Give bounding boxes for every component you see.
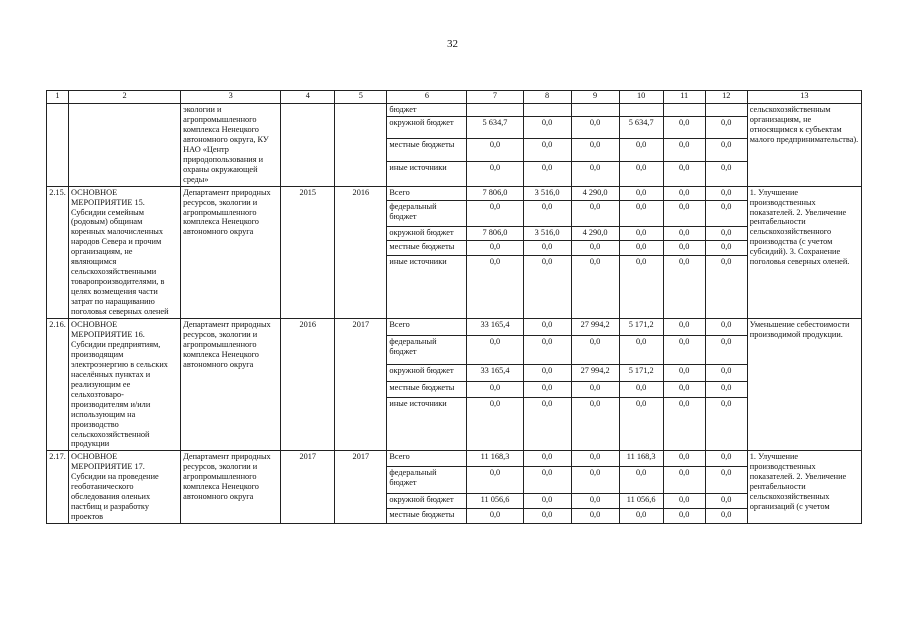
value-cell: 0,0 — [705, 365, 747, 382]
value-cell: 4 290,0 — [571, 226, 619, 241]
value-cell: 0,0 — [523, 493, 571, 508]
column-header: 6 — [387, 91, 467, 104]
value-cell: 0,0 — [663, 493, 705, 508]
value-cell: 0,0 — [523, 466, 571, 493]
value-cell — [571, 104, 619, 117]
value-cell: 0,0 — [571, 508, 619, 523]
value-cell: 0,0 — [663, 451, 705, 466]
value-cell: 0,0 — [619, 226, 663, 241]
value-cell: 0,0 — [523, 398, 571, 451]
value-cell: 0,0 — [467, 466, 523, 493]
value-cell: 0,0 — [619, 381, 663, 398]
value-cell: 0,0 — [523, 508, 571, 523]
value-cell: 27 994,2 — [571, 319, 619, 336]
value-cell: 0,0 — [705, 466, 747, 493]
value-cell: 0,0 — [705, 335, 747, 364]
funding-source: федеральный бюджет — [387, 466, 467, 493]
value-cell: 0,0 — [571, 161, 619, 186]
value-cell: 0,0 — [523, 256, 571, 319]
funding-source: иные источники — [387, 398, 467, 451]
item-result: 1. Улучшение производственных показателей. 2. Увеличение рентабельности сельскохозяйственного производства (с учетом субсидий). 3. Сохранение поголовья северных оленей. — [747, 186, 861, 318]
value-cell: 0,0 — [467, 256, 523, 319]
value-cell: 3 516,0 — [523, 226, 571, 241]
value-cell: 0,0 — [663, 226, 705, 241]
value-cell: 0,0 — [467, 201, 523, 227]
column-header: 9 — [571, 91, 619, 104]
value-cell: 0,0 — [523, 201, 571, 227]
value-cell: 0,0 — [467, 508, 523, 523]
value-cell: 0,0 — [523, 381, 571, 398]
item-number: 2.15. — [47, 186, 69, 318]
value-cell: 0,0 — [523, 241, 571, 256]
funding-source: местные бюджеты — [387, 241, 467, 256]
column-header: 11 — [663, 91, 705, 104]
value-cell: 0,0 — [663, 319, 705, 336]
table-row — [47, 319, 862, 336]
value-cell: 0,0 — [663, 241, 705, 256]
value-cell: 0,0 — [571, 256, 619, 319]
funding-source: местные бюджеты — [387, 381, 467, 398]
value-cell: 0,0 — [619, 398, 663, 451]
column-header: 5 — [335, 91, 387, 104]
value-cell: 0,0 — [663, 117, 705, 139]
item-end-year: 2017 — [335, 319, 387, 451]
value-cell: 11 168,3 — [467, 451, 523, 466]
table-row — [47, 186, 862, 201]
item-number: 2.17. — [47, 451, 69, 524]
value-cell: 5 171,2 — [619, 365, 663, 382]
item-end-year: 2016 — [335, 186, 387, 318]
value-cell: 0,0 — [571, 466, 619, 493]
value-cell: 5 634,7 — [467, 117, 523, 139]
value-cell: 0,0 — [467, 241, 523, 256]
value-cell: 0,0 — [571, 335, 619, 364]
value-cell: 0,0 — [705, 493, 747, 508]
header-row — [47, 91, 862, 104]
value-cell: 0,0 — [663, 466, 705, 493]
value-cell — [619, 104, 663, 117]
funding-source: федеральный бюджет — [387, 201, 467, 227]
value-cell: 3 516,0 — [523, 186, 571, 201]
item-name — [69, 104, 181, 187]
funding-source: окружной бюджет — [387, 365, 467, 382]
value-cell: 0,0 — [619, 466, 663, 493]
value-cell: 0,0 — [571, 139, 619, 161]
value-cell: 0,0 — [705, 186, 747, 201]
value-cell: 0,0 — [705, 226, 747, 241]
item-number — [47, 104, 69, 187]
value-cell: 0,0 — [467, 398, 523, 451]
value-cell: 0,0 — [523, 335, 571, 364]
value-cell: 0,0 — [619, 241, 663, 256]
value-cell: 4 290,0 — [571, 186, 619, 201]
program-table — [46, 90, 862, 524]
value-cell: 0,0 — [619, 161, 663, 186]
value-cell: 0,0 — [619, 139, 663, 161]
item-executor: Департамент природных ресурсов, экологии и агропромышленного комплекса Ненецкого автономного округа — [181, 319, 281, 451]
funding-source: Всего — [387, 186, 467, 201]
funding-source: федеральный бюджет — [387, 335, 467, 364]
value-cell: 0,0 — [705, 139, 747, 161]
column-header: 13 — [747, 91, 861, 104]
item-result: Уменьшение себестоимости производимой продукции. — [747, 319, 861, 451]
funding-source: бюджет — [387, 104, 467, 117]
value-cell: 0,0 — [663, 365, 705, 382]
value-cell: 0,0 — [705, 398, 747, 451]
table-row — [47, 451, 862, 466]
value-cell: 0,0 — [705, 117, 747, 139]
value-cell: 0,0 — [663, 161, 705, 186]
value-cell: 0,0 — [619, 186, 663, 201]
column-header: 12 — [705, 91, 747, 104]
value-cell: 0,0 — [705, 201, 747, 227]
value-cell: 0,0 — [571, 451, 619, 466]
value-cell: 0,0 — [571, 381, 619, 398]
value-cell: 0,0 — [523, 451, 571, 466]
value-cell: 0,0 — [571, 493, 619, 508]
value-cell: 0,0 — [663, 186, 705, 201]
value-cell: 0,0 — [571, 398, 619, 451]
value-cell: 0,0 — [663, 335, 705, 364]
value-cell: 0,0 — [571, 201, 619, 227]
value-cell: 0,0 — [705, 451, 747, 466]
value-cell: 0,0 — [705, 241, 747, 256]
value-cell: 0,0 — [663, 256, 705, 319]
value-cell: 0,0 — [619, 201, 663, 227]
item-start-year: 2015 — [281, 186, 335, 318]
item-start-year: 2016 — [281, 319, 335, 451]
value-cell: 11 056,6 — [467, 493, 523, 508]
value-cell: 0,0 — [619, 508, 663, 523]
page-number: 32 — [447, 38, 458, 50]
column-header: 3 — [181, 91, 281, 104]
value-cell: 0,0 — [663, 381, 705, 398]
item-name: ОСНОВНОЕ МЕРОПРИЯТИЕ 17. Субсидии на проведение геоботанического обследования оленьих пастбищ и разработку проектов — [69, 451, 181, 524]
value-cell: 0,0 — [705, 508, 747, 523]
funding-source: окружной бюджет — [387, 493, 467, 508]
funding-source: окружной бюджет — [387, 117, 467, 139]
column-header: 8 — [523, 91, 571, 104]
value-cell: 0,0 — [523, 319, 571, 336]
value-cell: 11 168,3 — [619, 451, 663, 466]
value-cell — [705, 104, 747, 117]
value-cell: 27 994,2 — [571, 365, 619, 382]
item-result: сельскохозяйственным организациям, не относящимся к субъектам малого предпринимательства). — [747, 104, 861, 187]
column-header: 7 — [467, 91, 523, 104]
value-cell: 0,0 — [619, 256, 663, 319]
value-cell: 0,0 — [467, 161, 523, 186]
value-cell: 7 806,0 — [467, 226, 523, 241]
value-cell: 0,0 — [571, 241, 619, 256]
value-cell: 5 634,7 — [619, 117, 663, 139]
item-executor: Департамент природных ресурсов, экологии и агропромышленного комплекса Ненецкого автономного округа — [181, 451, 281, 524]
item-executor: экологии и агропромышленного комплекса Ненецкого автономного округа, КУ НАО «Центр природопользования и охраны окружающей среды» — [181, 104, 281, 187]
value-cell — [663, 104, 705, 117]
value-cell: 0,0 — [663, 398, 705, 451]
value-cell: 0,0 — [467, 381, 523, 398]
value-cell: 0,0 — [523, 365, 571, 382]
funding-source: окружной бюджет — [387, 226, 467, 241]
value-cell: 5 171,2 — [619, 319, 663, 336]
value-cell — [467, 104, 523, 117]
item-start-year — [281, 104, 335, 187]
item-executor: Департамент природных ресурсов, экологии и агропромышленного комплекса Ненецкого автономного округа — [181, 186, 281, 318]
funding-source: местные бюджеты — [387, 139, 467, 161]
value-cell: 0,0 — [523, 117, 571, 139]
funding-source: местные бюджеты — [387, 508, 467, 523]
value-cell: 0,0 — [523, 161, 571, 186]
column-header: 4 — [281, 91, 335, 104]
funding-source: иные источники — [387, 161, 467, 186]
value-cell: 0,0 — [663, 139, 705, 161]
value-cell: 0,0 — [705, 161, 747, 186]
item-name: ОСНОВНОЕ МЕРОПРИЯТИЕ 16. Субсидии предприятиям, производящим электроэнергию в сельских населённых пунктах и реализующим ее сельхозтоваро-производителям и/или использующим на производство сельскохозяйственной продукции — [69, 319, 181, 451]
item-result: 1. Улучшение производственных показателей. 2. Увеличение рентабельности сельскохозяйственных организаций (с учетом — [747, 451, 861, 524]
value-cell: 0,0 — [705, 381, 747, 398]
column-header: 10 — [619, 91, 663, 104]
item-end-year: 2017 — [335, 451, 387, 524]
value-cell: 0,0 — [619, 335, 663, 364]
value-cell: 0,0 — [705, 319, 747, 336]
item-start-year: 2017 — [281, 451, 335, 524]
column-header: 1 — [47, 91, 69, 104]
value-cell: 7 806,0 — [467, 186, 523, 201]
value-cell: 0,0 — [523, 139, 571, 161]
value-cell — [523, 104, 571, 117]
value-cell: 0,0 — [663, 508, 705, 523]
value-cell: 33 165,4 — [467, 319, 523, 336]
table-row — [47, 104, 862, 117]
item-number: 2.16. — [47, 319, 69, 451]
value-cell: 0,0 — [467, 139, 523, 161]
value-cell: 11 056,6 — [619, 493, 663, 508]
value-cell: 0,0 — [571, 117, 619, 139]
column-header: 2 — [69, 91, 181, 104]
value-cell: 0,0 — [663, 201, 705, 227]
funding-source: иные источники — [387, 256, 467, 319]
value-cell: 0,0 — [467, 335, 523, 364]
value-cell: 0,0 — [705, 256, 747, 319]
item-end-year — [335, 104, 387, 187]
item-name: ОСНОВНОЕ МЕРОПРИЯТИЕ 15. Субсидии семейным (родовым) общинам коренных малочисленных народов Севера и прочим организациям, не являющимся сельскохозяйственными товаропроизводителями, в целях возмещения части затрат по наращиванию поголовья северных оленей — [69, 186, 181, 318]
funding-source: Всего — [387, 451, 467, 466]
funding-source: Всего — [387, 319, 467, 336]
value-cell: 33 165,4 — [467, 365, 523, 382]
